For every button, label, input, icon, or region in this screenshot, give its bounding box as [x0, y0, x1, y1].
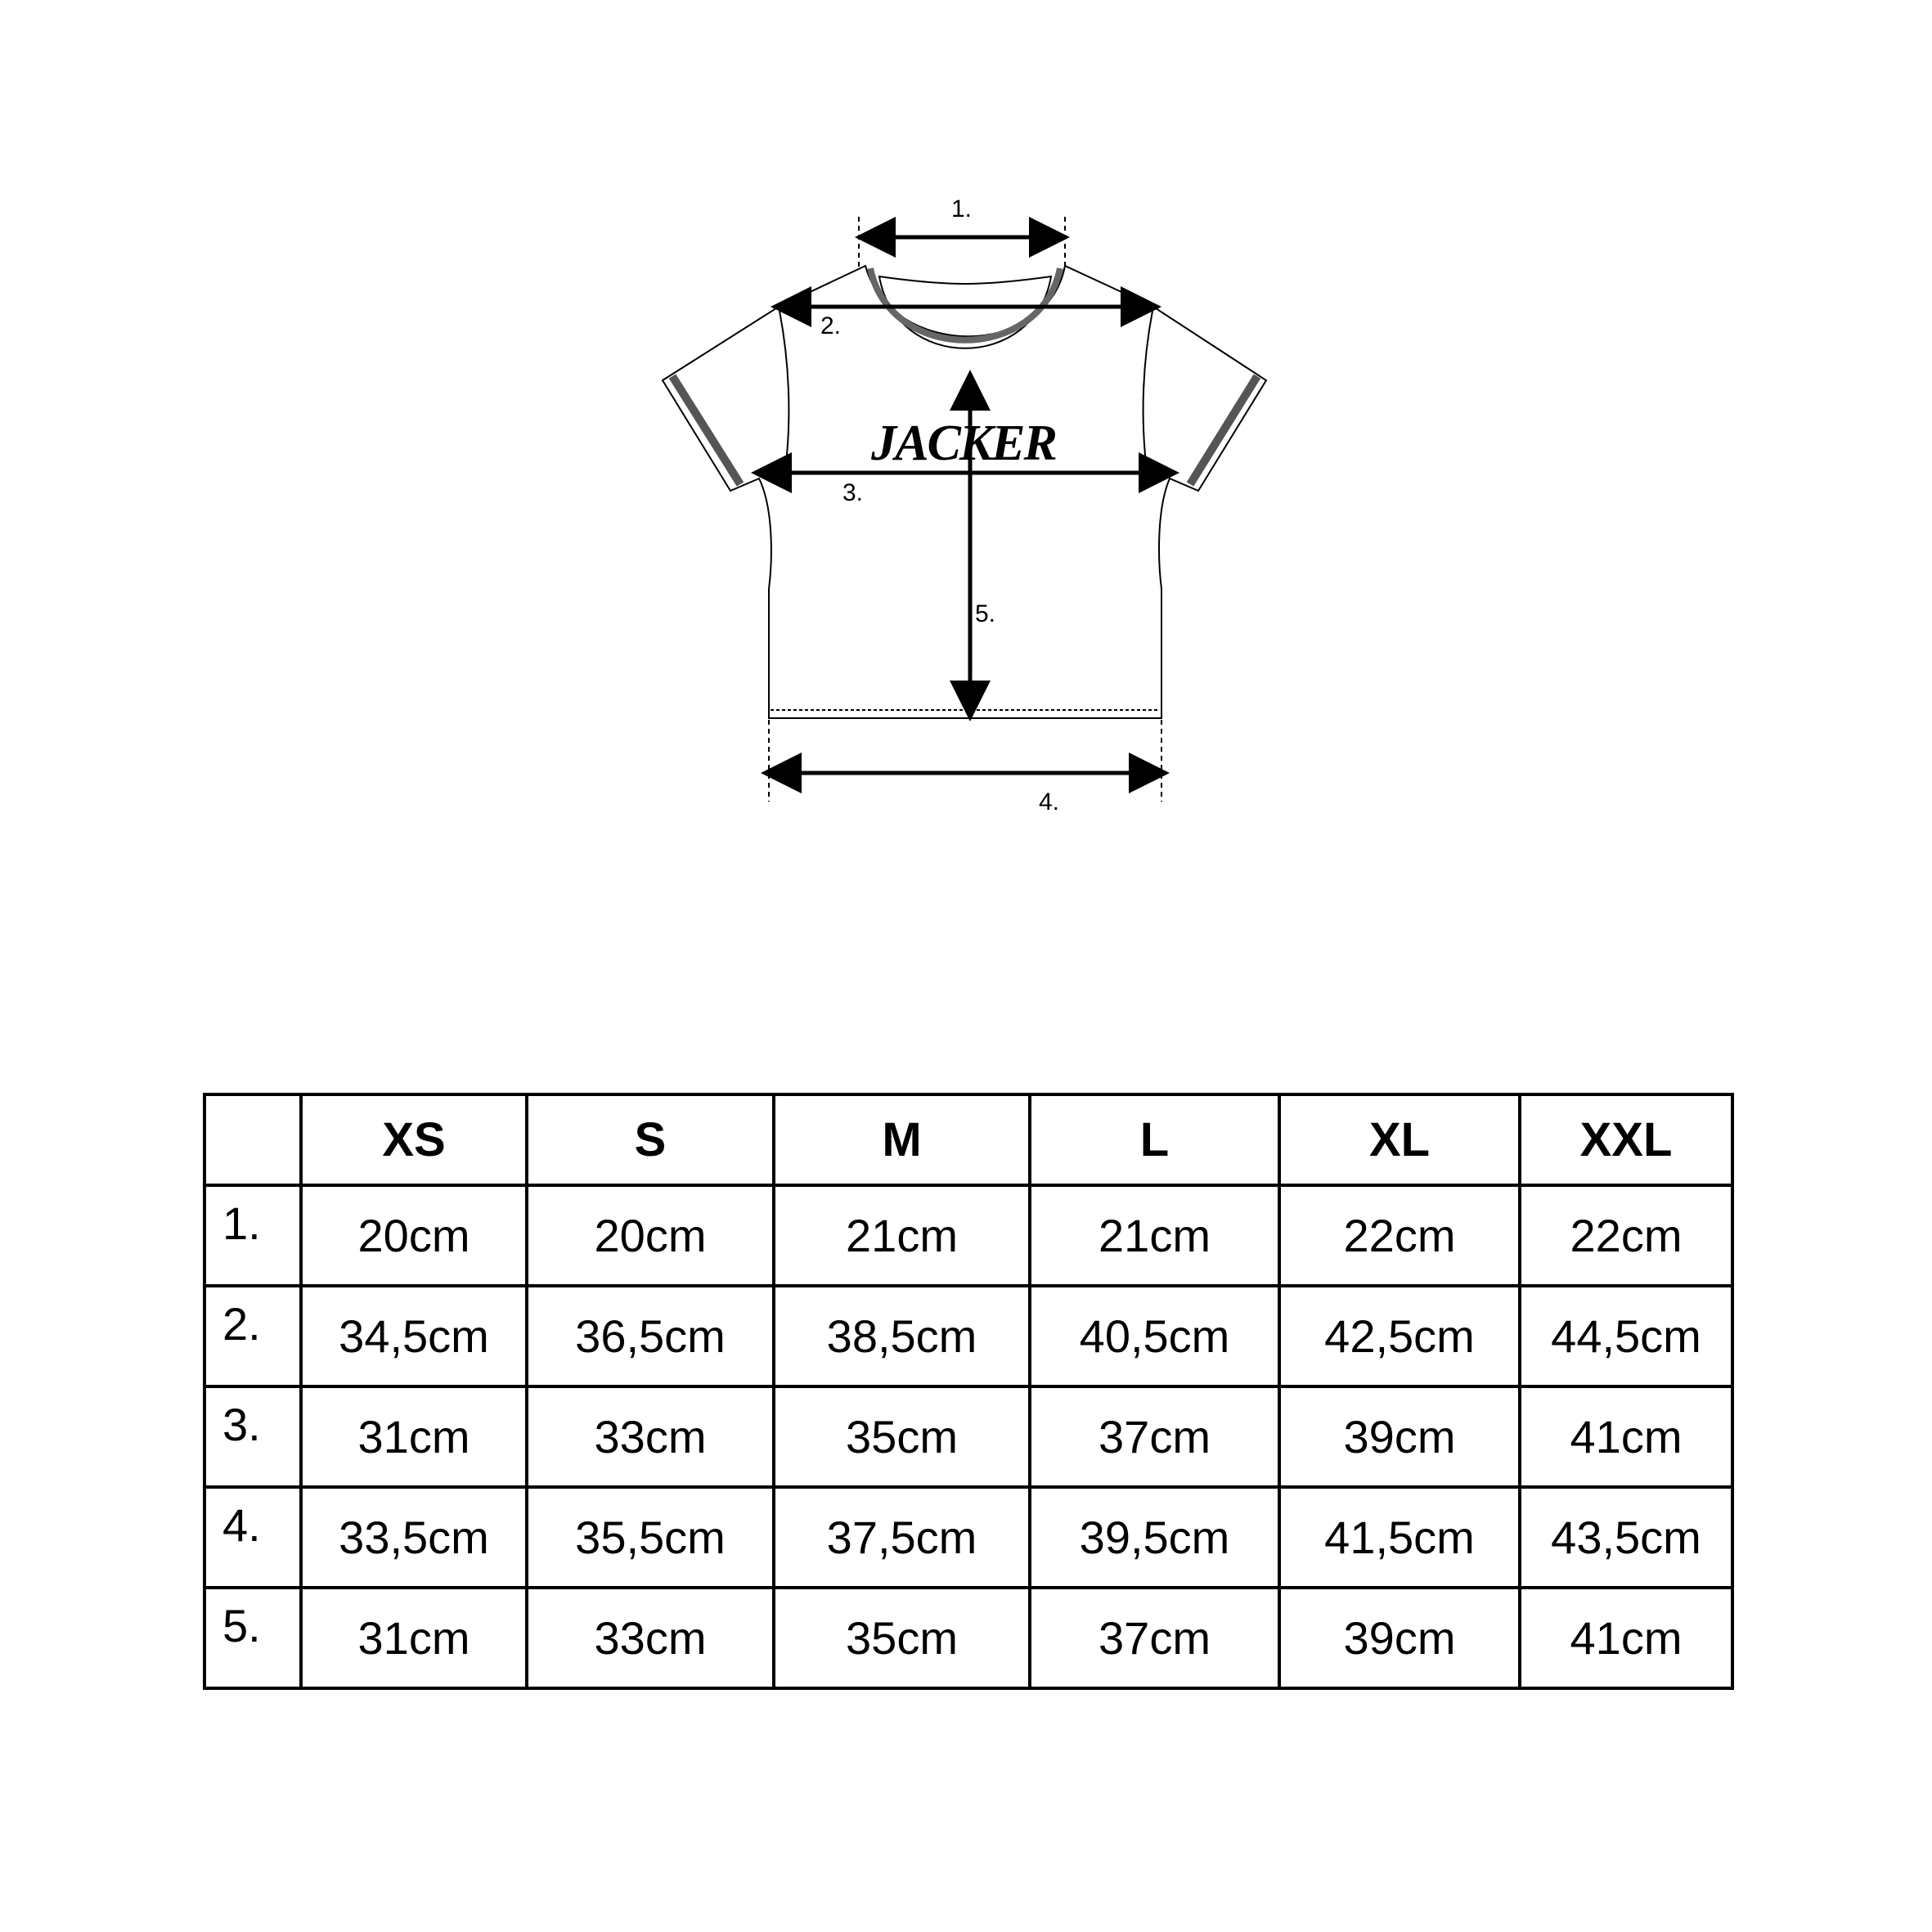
table-row: [204, 1286, 1732, 1386]
left-sleeve-cuff: [672, 376, 740, 484]
table-cell: 38,5cm: [774, 1286, 1030, 1386]
brand-logo: JACKER: [871, 416, 1056, 471]
right-sleeve-cuff: [1190, 376, 1257, 484]
row-label: 5.: [204, 1588, 301, 1688]
header-size-m: M: [774, 1094, 1030, 1185]
table-cell: 37,5cm: [774, 1487, 1030, 1588]
table-cell: 39cm: [1279, 1588, 1520, 1688]
table-cell: 33,5cm: [301, 1487, 527, 1588]
table-cell: 31cm: [301, 1386, 527, 1487]
label-5: 5.: [975, 600, 996, 627]
row-label: 4.: [204, 1487, 301, 1588]
table-cell: 41cm: [1520, 1386, 1732, 1487]
table-cell: 35cm: [774, 1588, 1030, 1688]
table-cell: 44,5cm: [1520, 1286, 1732, 1386]
row-label: 3.: [204, 1386, 301, 1487]
table-cell: 39cm: [1279, 1386, 1520, 1487]
table-cell: 37cm: [1030, 1588, 1279, 1688]
header-size-xxl: XXL: [1520, 1094, 1732, 1185]
label-2: 2.: [820, 312, 842, 339]
table-cell: 22cm: [1520, 1185, 1732, 1286]
table-cell: 20cm: [527, 1185, 774, 1286]
table-cell: 39,5cm: [1030, 1487, 1279, 1588]
table-cell: 35,5cm: [527, 1487, 774, 1588]
left-armhole-seam: [779, 307, 789, 470]
table-cell: 34,5cm: [301, 1286, 527, 1386]
row-label: 1.: [204, 1185, 301, 1286]
header-size-s: S: [527, 1094, 774, 1185]
table-cell: 36,5cm: [527, 1286, 774, 1386]
tshirt-body: [663, 266, 1266, 718]
table-row: [204, 1185, 1732, 1286]
tshirt-measurement-diagram: [0, 0, 1932, 900]
table-cell: 21cm: [1030, 1185, 1279, 1286]
table-cell: 22cm: [1279, 1185, 1520, 1286]
table-cell: 20cm: [301, 1185, 527, 1286]
table-cell: 43,5cm: [1520, 1487, 1732, 1588]
table-row: [204, 1588, 1732, 1688]
header-size-xl: XL: [1279, 1094, 1520, 1185]
header-size-l: L: [1030, 1094, 1279, 1185]
table-cell: 41cm: [1520, 1588, 1732, 1688]
table-cell: 31cm: [301, 1588, 527, 1688]
row-label: 2.: [204, 1286, 301, 1386]
tshirt-outline: [663, 266, 1266, 718]
table-cell: 21cm: [774, 1185, 1030, 1286]
header-row: [204, 1094, 1732, 1185]
table-cell: 41,5cm: [1279, 1487, 1520, 1588]
table-row: [204, 1487, 1732, 1588]
label-4: 4.: [1039, 789, 1060, 815]
header-size-xs: XS: [301, 1094, 527, 1185]
size-chart-table: [203, 1093, 1734, 1690]
table-cell: 40,5cm: [1030, 1286, 1279, 1386]
table-cell: 33cm: [527, 1386, 774, 1487]
table-cell: 42,5cm: [1279, 1286, 1520, 1386]
table-row: [204, 1386, 1732, 1487]
table-cell: 33cm: [527, 1588, 774, 1688]
label-1: 1.: [951, 195, 973, 222]
corner-cell: [204, 1094, 301, 1185]
guide-lines: [769, 217, 1161, 802]
right-armhole-seam: [1143, 307, 1153, 470]
table-cell: 37cm: [1030, 1386, 1279, 1487]
table-cell: 35cm: [774, 1386, 1030, 1487]
label-3: 3.: [842, 479, 864, 506]
